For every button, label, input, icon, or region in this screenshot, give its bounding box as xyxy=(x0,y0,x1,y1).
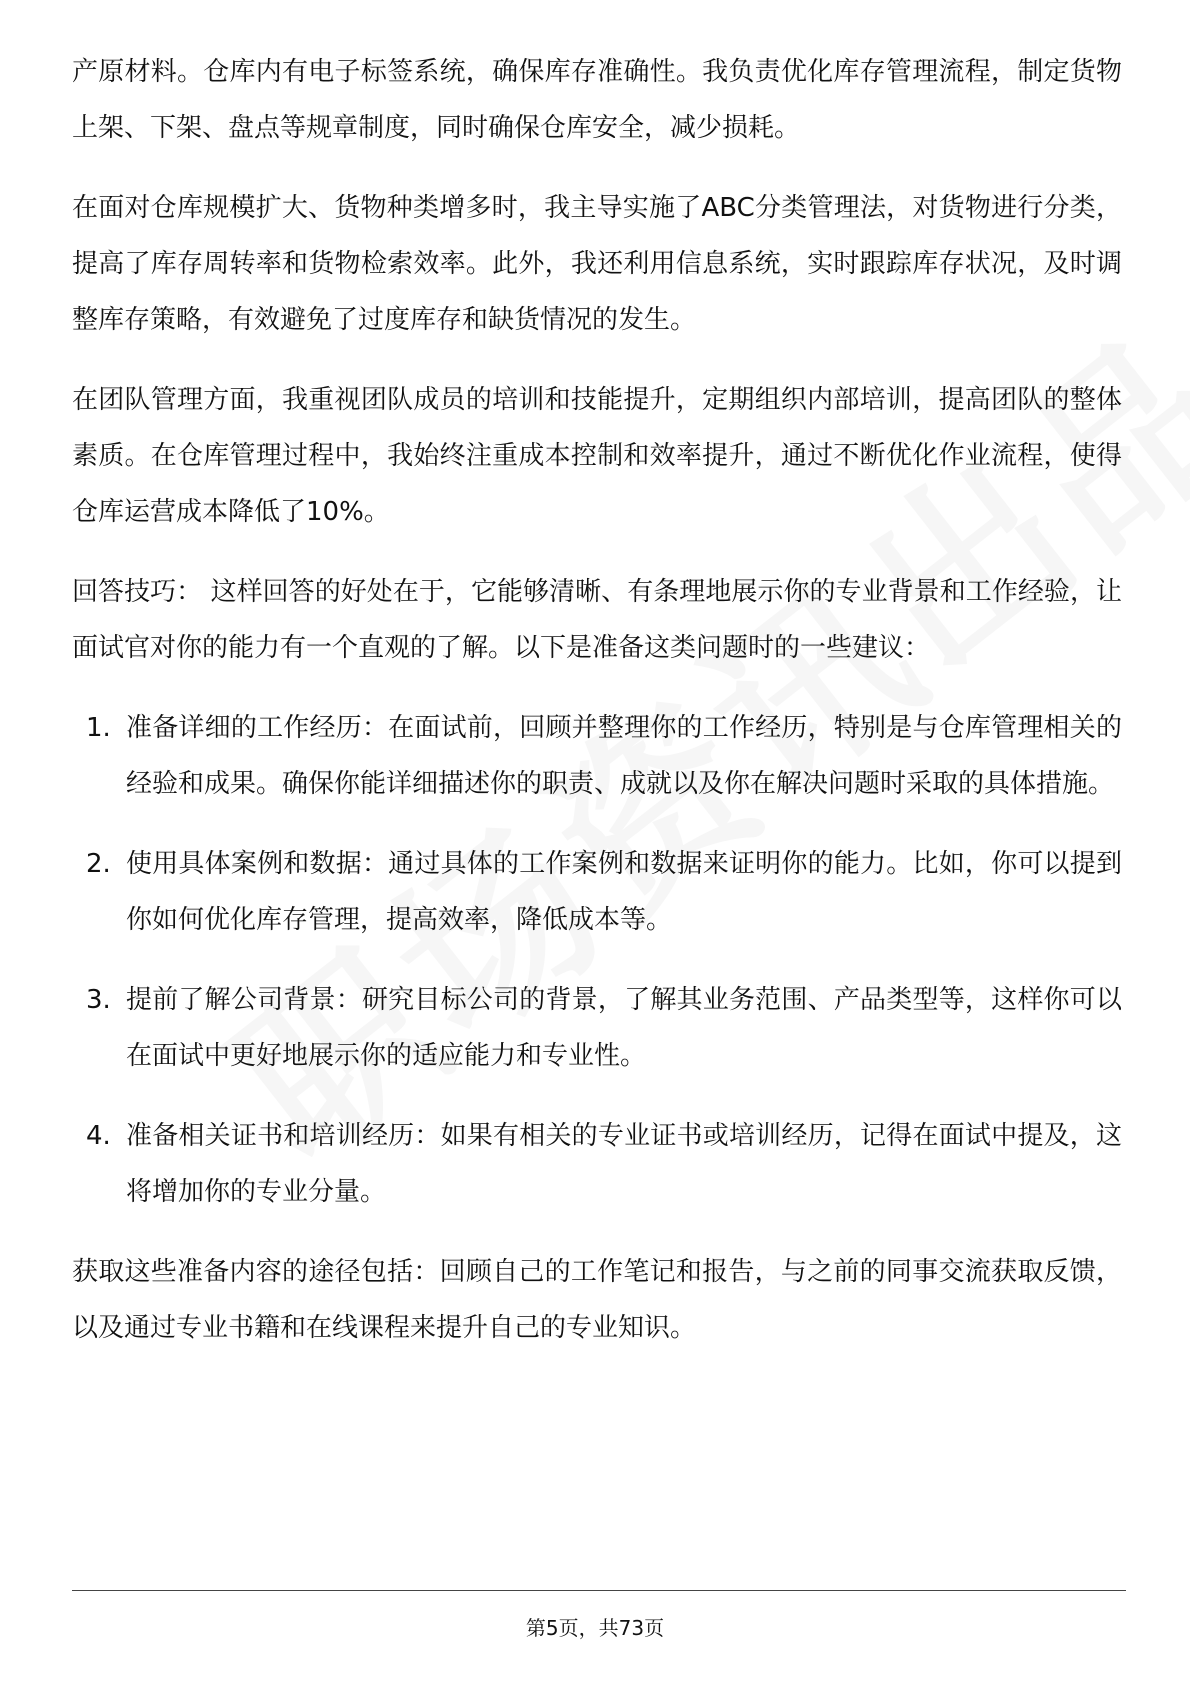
suggestion-list xyxy=(72,700,1122,1220)
paragraph: 在面对仓库规模扩大、货物种类增多时，我主导实施了ABC分类管理法，对货物进行分类，提高了库存周转率和货物检索效率。此外，我还利用信息系统，实时跟踪库存状况，及时调整库存策略，有效避免了过度库存和缺货情况的发生。 xyxy=(72,193,1122,335)
list-number: 1. xyxy=(86,713,111,743)
list-number: 3. xyxy=(86,985,111,1015)
footer-divider xyxy=(72,1590,1126,1591)
list-item xyxy=(72,1108,1122,1220)
list-item xyxy=(72,972,1122,1084)
answer-tips-paragraph: 回答技巧： 这样回答的好处在于，它能够清晰、有条理地展示你的专业背景和工作经验，让面试官对你的能力有一个直观的了解。以下是准备这类问题时的一些建议： xyxy=(72,577,1122,663)
paragraph: 在团队管理方面，我重视团队成员的培训和技能提升，定期组织内部培训，提高团队的整体素质。在仓库管理过程中，我始终注重成本控制和效率提升，通过不断优化作业流程，使得仓库运营成本降低了10%。 xyxy=(72,385,1122,527)
list-item-text: 准备详细的工作经历：在面试前，回顾并整理你的工作经历，特别是与仓库管理相关的经验和成果。确保你能详细描述你的职责、成就以及你在解决问题时采取的具体措施。 xyxy=(126,713,1122,799)
page-number: 第5页，共73页 xyxy=(525,1616,665,1640)
list-item xyxy=(72,836,1122,948)
list-item xyxy=(72,700,1122,812)
list-item-text: 使用具体案例和数据：通过具体的工作案例和数据来证明你的能力。比如，你可以提到你如何优化库存管理，提高效率，降低成本等。 xyxy=(126,849,1122,935)
list-item-text: 准备相关证书和培训经历：如果有相关的专业证书或培训经历，记得在面试中提及，这将增加你的专业分量。 xyxy=(126,1121,1122,1207)
list-item-text: 提前了解公司背景：研究目标公司的背景，了解其业务范围、产品类型等，这样你可以在面试中更好地展示你的适应能力和专业性。 xyxy=(126,985,1122,1071)
list-number: 2. xyxy=(86,849,111,879)
document-body xyxy=(72,44,1122,1380)
paragraph: 产原材料。仓库内有电子标签系统，确保库存准确性。我负责优化库存管理流程，制定货物上架、下架、盘点等规章制度，同时确保仓库安全，减少损耗。 xyxy=(72,57,1122,143)
paragraph: 获取这些准备内容的途径包括：回顾自己的工作笔记和报告，与之前的同事交流获取反馈，以及通过专业书籍和在线课程来提升自己的专业知识。 xyxy=(72,1257,1122,1343)
list-number: 4. xyxy=(86,1121,111,1151)
